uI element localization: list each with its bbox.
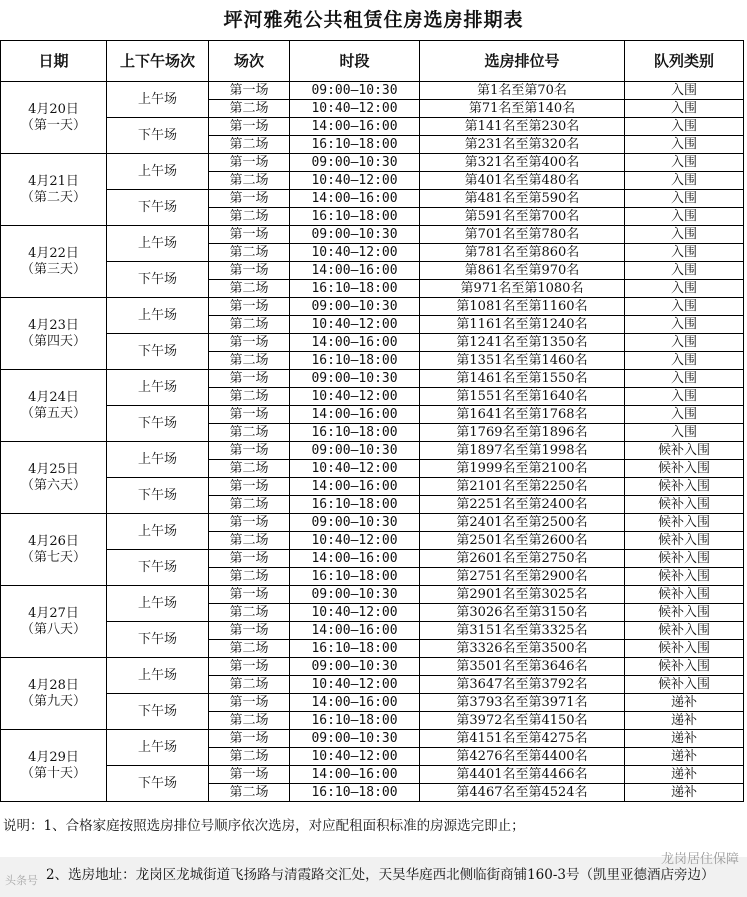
queue-type-cell: 候补入围 [625,640,744,658]
session-cell: 第一场 [209,82,290,100]
date-label: 4月27日 [28,605,79,621]
queue-type-cell: 候补入围 [625,460,744,478]
session-cell: 第二场 [209,460,290,478]
time-cell: 09:00—10:30 [290,442,420,460]
date-cell [1,82,107,154]
time-cell: 09:00—10:30 [290,154,420,172]
date-cell [1,442,107,514]
afternoon-session-cell: 下午场 [107,766,209,802]
queue-type-cell: 入围 [625,298,744,316]
queue-type-cell: 入围 [625,370,744,388]
time-cell: 10:40—12:00 [290,532,420,550]
date-label: 4月22日 [28,245,79,261]
session-cell: 第一场 [209,406,290,424]
table-row [1,82,744,100]
queue-type-cell: 递补 [625,694,744,712]
day-number-label: （第二天） [20,189,86,205]
table-row [1,658,744,676]
queue-type-cell: 候补入围 [625,622,744,640]
time-cell: 10:40—12:00 [290,748,420,766]
session-cell: 第二场 [209,640,290,658]
morning-session-cell: 上午场 [107,82,209,118]
queue-type-cell: 入围 [625,82,744,100]
session-cell: 第二场 [209,784,290,802]
time-cell: 14:00—16:00 [290,478,420,496]
table-row [1,766,744,784]
time-cell: 09:00—10:30 [290,298,420,316]
rank-range-cell: 第4276名至第4400名 [420,748,625,766]
rank-range-cell: 第2751名至第2900名 [420,568,625,586]
time-cell: 14:00—16:00 [290,406,420,424]
rank-range-cell: 第1081名至第1160名 [420,298,625,316]
session-cell: 第一场 [209,118,290,136]
queue-type-cell: 入围 [625,190,744,208]
queue-type-cell: 递补 [625,748,744,766]
rank-range-cell: 第3972名至第4150名 [420,712,625,730]
queue-type-cell: 候补入围 [625,604,744,622]
queue-type-cell: 递补 [625,784,744,802]
session-cell: 第一场 [209,442,290,460]
table-row [1,118,744,136]
table-row [1,154,744,172]
rank-range-cell: 第4467名至第4524名 [420,784,625,802]
rank-range-cell: 第1241名至第1350名 [420,334,625,352]
queue-type-cell: 入围 [625,172,744,190]
session-cell: 第二场 [209,136,290,154]
session-cell: 第二场 [209,424,290,442]
header-rank-range: 选房排位号 [420,41,625,82]
watermark-left: 头条号 [5,874,38,887]
time-cell: 14:00—16:00 [290,262,420,280]
time-cell: 09:00—10:30 [290,514,420,532]
time-cell: 16:10—18:00 [290,208,420,226]
session-cell: 第一场 [209,370,290,388]
session-cell: 第二场 [209,388,290,406]
header-date: 日期 [1,41,107,82]
morning-session-cell: 上午场 [107,730,209,766]
queue-type-cell: 入围 [625,118,744,136]
rank-range-cell: 第2501名至第2600名 [420,532,625,550]
session-cell: 第一场 [209,586,290,604]
header-time: 时段 [290,41,420,82]
day-number-label: （第十天） [20,765,86,781]
time-cell: 09:00—10:30 [290,370,420,388]
rank-range-cell: 第71名至第140名 [420,100,625,118]
afternoon-session-cell: 下午场 [107,478,209,514]
session-cell: 第二场 [209,532,290,550]
date-cell [1,586,107,658]
session-cell: 第二场 [209,316,290,334]
session-cell: 第二场 [209,352,290,370]
table-row [1,478,744,496]
date-label: 4月24日 [28,389,79,405]
table-row [1,370,744,388]
date-cell [1,730,107,802]
queue-type-cell: 入围 [625,154,744,172]
time-cell: 10:40—12:00 [290,100,420,118]
rank-range-cell: 第3501名至第3646名 [420,658,625,676]
date-cell [1,514,107,586]
rank-range-cell: 第4401名至第4466名 [420,766,625,784]
time-cell: 14:00—16:00 [290,694,420,712]
queue-type-cell: 入围 [625,262,744,280]
afternoon-session-cell: 下午场 [107,622,209,658]
rank-range-cell: 第1897名至第1998名 [420,442,625,460]
day-number-label: （第七天） [20,549,86,565]
queue-type-cell: 候补入围 [625,514,744,532]
afternoon-session-cell: 下午场 [107,694,209,730]
rank-range-cell: 第2901名至第3025名 [420,586,625,604]
table-row [1,730,744,748]
rank-range-cell: 第3326名至第3500名 [420,640,625,658]
day-number-label: （第五天） [20,405,86,421]
morning-session-cell: 上午场 [107,514,209,550]
table-row [1,406,744,424]
time-cell: 09:00—10:30 [290,82,420,100]
time-cell: 16:10—18:00 [290,640,420,658]
afternoon-session-cell: 下午场 [107,334,209,370]
session-cell: 第一场 [209,514,290,532]
queue-type-cell: 递补 [625,730,744,748]
rank-range-cell: 第861名至第970名 [420,262,625,280]
session-cell: 第二场 [209,568,290,586]
table-row [1,694,744,712]
rank-range-cell: 第1名至第70名 [420,82,625,100]
time-cell: 16:10—18:00 [290,496,420,514]
date-cell [1,154,107,226]
queue-type-cell: 递补 [625,766,744,784]
morning-session-cell: 上午场 [107,658,209,694]
header-row [1,41,744,82]
header-queue-type: 队列类别 [625,41,744,82]
date-label: 4月29日 [28,749,79,765]
time-cell: 14:00—16:00 [290,766,420,784]
queue-type-cell: 候补入围 [625,532,744,550]
time-cell: 16:10—18:00 [290,712,420,730]
session-cell: 第二场 [209,280,290,298]
rank-range-cell: 第4151名至第4275名 [420,730,625,748]
rank-range-cell: 第971名至第1080名 [420,280,625,298]
queue-type-cell: 候补入围 [625,496,744,514]
session-cell: 第一场 [209,478,290,496]
day-number-label: （第九天） [20,693,86,709]
time-cell: 14:00—16:00 [290,550,420,568]
time-cell: 16:10—18:00 [290,424,420,442]
session-cell: 第二场 [209,604,290,622]
table-row [1,550,744,568]
rank-range-cell: 第1999名至第2100名 [420,460,625,478]
header-session: 场次 [209,41,290,82]
queue-type-cell: 候补入围 [625,442,744,460]
header-half-day: 上下午场次 [107,41,209,82]
morning-session-cell: 上午场 [107,154,209,190]
time-cell: 16:10—18:00 [290,784,420,802]
time-cell: 14:00—16:00 [290,190,420,208]
watermark-right: 龙岗居住保障 [660,852,739,867]
queue-type-cell: 候补入围 [625,478,744,496]
session-cell: 第一场 [209,154,290,172]
table-row [1,514,744,532]
session-cell: 第二场 [209,712,290,730]
session-cell: 第一场 [209,730,290,748]
queue-type-cell: 入围 [625,280,744,298]
queue-type-cell: 候补入围 [625,658,744,676]
table-row [1,298,744,316]
queue-type-cell: 入围 [625,334,744,352]
rank-range-cell: 第231名至第320名 [420,136,625,154]
table-row [1,190,744,208]
session-cell: 第二场 [209,748,290,766]
table-row [1,334,744,352]
afternoon-session-cell: 下午场 [107,550,209,586]
rank-range-cell: 第1641名至第1768名 [420,406,625,424]
time-cell: 14:00—16:00 [290,334,420,352]
time-cell: 14:00—16:00 [290,622,420,640]
morning-session-cell: 上午场 [107,586,209,622]
table-row [1,442,744,460]
rank-range-cell: 第401名至第480名 [420,172,625,190]
rank-range-cell: 第321名至第400名 [420,154,625,172]
queue-type-cell: 入围 [625,226,744,244]
rank-range-cell: 第701名至第780名 [420,226,625,244]
date-label: 4月26日 [28,533,79,549]
time-cell: 09:00—10:30 [290,730,420,748]
time-cell: 09:00—10:30 [290,658,420,676]
date-label: 4月23日 [28,317,79,333]
queue-type-cell: 候补入围 [625,676,744,694]
queue-type-cell: 入围 [625,208,744,226]
rank-range-cell: 第591名至第700名 [420,208,625,226]
session-cell: 第一场 [209,190,290,208]
time-cell: 10:40—12:00 [290,244,420,262]
rank-range-cell: 第481名至第590名 [420,190,625,208]
afternoon-session-cell: 下午场 [107,190,209,226]
notes-section [0,808,747,897]
time-cell: 10:40—12:00 [290,604,420,622]
rank-range-cell: 第1769名至第1896名 [420,424,625,442]
time-cell: 10:40—12:00 [290,172,420,190]
queue-type-cell: 入围 [625,352,744,370]
session-cell: 第一场 [209,334,290,352]
session-cell: 第一场 [209,226,290,244]
time-cell: 16:10—18:00 [290,568,420,586]
time-cell: 14:00—16:00 [290,118,420,136]
time-cell: 10:40—12:00 [290,460,420,478]
session-cell: 第一场 [209,622,290,640]
schedule-table [0,40,744,802]
session-cell: 第二场 [209,496,290,514]
rank-range-cell: 第3793名至第3971名 [420,694,625,712]
queue-type-cell: 入围 [625,136,744,154]
session-cell: 第一场 [209,262,290,280]
day-number-label: （第一天） [20,117,86,133]
session-cell: 第二场 [209,172,290,190]
table-row [1,586,744,604]
date-cell [1,370,107,442]
rank-range-cell: 第2601名至第2750名 [420,550,625,568]
time-cell: 10:40—12:00 [290,316,420,334]
queue-type-cell: 递补 [625,712,744,730]
session-cell: 第一场 [209,550,290,568]
rank-range-cell: 第3026名至第3150名 [420,604,625,622]
queue-type-cell: 入围 [625,244,744,262]
page-title: 坪河雅苑公共租赁住房选房排期表 [223,9,524,31]
day-number-label: （第八天） [20,621,86,637]
table-row [1,262,744,280]
session-cell: 第二场 [209,100,290,118]
rank-range-cell: 第781名至第860名 [420,244,625,262]
date-cell [1,658,107,730]
note-1: 说明：1、合格家庭按照选房排位号顺序依次选房，对应配租面积标准的房源选完即止； [3,818,525,834]
time-cell: 09:00—10:30 [290,226,420,244]
time-cell: 10:40—12:00 [290,388,420,406]
rank-range-cell: 第2401名至第2500名 [420,514,625,532]
rank-range-cell: 第3151名至第3325名 [420,622,625,640]
session-cell: 第一场 [209,766,290,784]
queue-type-cell: 入围 [625,406,744,424]
session-cell: 第一场 [209,298,290,316]
queue-type-cell: 入围 [625,388,744,406]
morning-session-cell: 上午场 [107,442,209,478]
table-row [1,622,744,640]
morning-session-cell: 上午场 [107,298,209,334]
date-label: 4月25日 [28,461,79,477]
time-cell: 10:40—12:00 [290,676,420,694]
rank-range-cell: 第1351名至第1460名 [420,352,625,370]
morning-session-cell: 上午场 [107,370,209,406]
morning-session-cell: 上午场 [107,226,209,262]
queue-type-cell: 候补入围 [625,568,744,586]
queue-type-cell: 入围 [625,100,744,118]
afternoon-session-cell: 下午场 [107,118,209,154]
time-cell: 09:00—10:30 [290,586,420,604]
rank-range-cell: 第2101名至第2250名 [420,478,625,496]
rank-range-cell: 第1461名至第1550名 [420,370,625,388]
date-cell [1,226,107,298]
session-cell: 第一场 [209,694,290,712]
session-cell: 第二场 [209,208,290,226]
schedule-body [1,82,744,802]
afternoon-session-cell: 下午场 [107,262,209,298]
time-cell: 16:10—18:00 [290,352,420,370]
afternoon-session-cell: 下午场 [107,406,209,442]
queue-type-cell: 候补入围 [625,550,744,568]
day-number-label: （第三天） [20,261,86,277]
session-cell: 第二场 [209,676,290,694]
date-label: 4月20日 [28,101,79,117]
note-2: 2、选房地址：龙岗区龙城街道飞扬路与清霞路交汇处，天昊华庭西北侧临街商铺160-3号（凯里亚德酒店旁边） [46,867,715,883]
time-cell: 16:10—18:00 [290,136,420,154]
date-label: 4月28日 [28,677,79,693]
rank-range-cell: 第141名至第230名 [420,118,625,136]
table-row [1,226,744,244]
date-cell [1,298,107,370]
session-cell: 第二场 [209,244,290,262]
rank-range-cell: 第1161名至第1240名 [420,316,625,334]
rank-range-cell: 第3647名至第3792名 [420,676,625,694]
queue-type-cell: 入围 [625,424,744,442]
rank-range-cell: 第1551名至第1640名 [420,388,625,406]
time-cell: 16:10—18:00 [290,280,420,298]
queue-type-cell: 候补入围 [625,586,744,604]
session-cell: 第一场 [209,658,290,676]
day-number-label: （第六天） [20,477,86,493]
day-number-label: （第四天） [20,333,86,349]
rank-range-cell: 第2251名至第2400名 [420,496,625,514]
date-label: 4月21日 [28,173,79,189]
queue-type-cell: 入围 [625,316,744,334]
